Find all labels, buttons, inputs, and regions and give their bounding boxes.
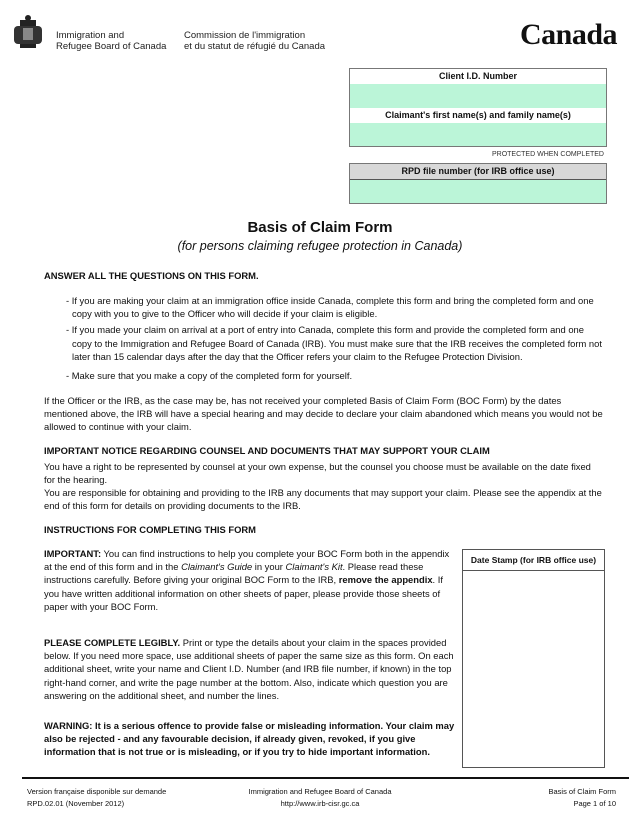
form-number: RPD.02.01 (November 2012)	[27, 799, 125, 808]
rpd-box	[349, 163, 607, 204]
claimant-name-field[interactable]	[350, 123, 606, 146]
client-id-field[interactable]	[350, 84, 606, 108]
irb-website-link[interactable]: http://www.irb-cisr.gc.ca	[280, 799, 360, 808]
instructions-heading: INSTRUCTIONS FOR COMPLETING THIS FORM	[44, 524, 256, 535]
date-stamp-box	[462, 549, 605, 768]
abandonment-paragraph: If the Officer or the IRB, as the case may be, has not received your completed Basis of Claim Form (BOC Form) by the dates mentioned above, the IRB will have a special hearing and may decide to declare your claim abandoned which means you would not be allowed to continue with your claim.	[44, 395, 603, 433]
list-item: - If you made your claim on arrival at a port of entry into Canada, complete this form and provide the completed form and one copy to the Immigration and Refugee Board of Canada (IRB). You must make sure that the IRB receives the completed form not later than 15 calendar days after the day that the Officer refers your claim to the Refugee Protection Division.	[66, 324, 602, 362]
text: remove the appendix	[338, 574, 433, 586]
important-lead: IMPORTANT:	[44, 548, 102, 559]
instructions-list	[66, 294, 604, 382]
claimant-name-label: Claimant's first name(s) and family name(s)	[385, 110, 571, 120]
footer-right	[548, 786, 616, 810]
list-item: - Make sure that you make a copy of the completed form for yourself.	[66, 370, 353, 382]
dept-name-fr	[184, 30, 325, 52]
list-item: - If you are making your claim at an immigration office inside Canada, complete this form and bring the completed form and one copy with you to give to the Officer who will decide if your claim is eligible.	[66, 295, 594, 320]
page-number: Page 1 of 10	[573, 799, 616, 808]
footer-center	[200, 786, 440, 810]
rpd-file-field[interactable]	[350, 180, 606, 203]
page-title: Basis of Claim Form	[247, 219, 393, 236]
text: . Please read these instructions carefully. Before giving your original BOC Form to the IRB,	[44, 561, 424, 586]
canada-wordmark: Canada	[520, 18, 618, 51]
notice-heading: IMPORTANT NOTICE REGARDING COUNSEL AND DOCUMENTS THAT MAY SUPPORT YOUR CLAIM	[44, 445, 490, 456]
footer-text: Immigration and Refugee Board of Canada	[248, 787, 392, 796]
text: Claimant's Guide	[181, 561, 253, 573]
warning-paragraph: WARNING: It is a serious offence to provide false or misleading information. Your claim may also be rejected - and any favourable decision, if already given, revoked, if you give information that is not true or is misleading, or if you try to hide important information.	[44, 720, 455, 758]
page-subtitle: (for persons claiming refugee protection in Canada)	[177, 239, 463, 253]
dept-fr-line: et du statut de réfugié du Canada	[184, 41, 326, 52]
dept-en-line: Refugee Board of Canada	[56, 41, 167, 52]
dept-name-en	[56, 30, 166, 52]
footer-text: Version française disponible sur demande	[27, 787, 167, 796]
footer-text: Basis of Claim Form	[548, 787, 616, 796]
dept-en-line: Immigration and	[56, 30, 125, 41]
legibly-paragraph	[44, 636, 458, 702]
dept-fr-line: Commission de l'immigration	[184, 30, 306, 41]
claimant-id-box	[349, 68, 607, 147]
legibly-lead: PLEASE COMPLETE LEGIBLY.	[44, 637, 181, 648]
documents-paragraph: You are responsible for obtaining and providing to the IRB any documents that may support your claim. Please see the appendix at the end of this form for details on providing documents to the IRB.	[44, 487, 602, 512]
coat-of-arms-logo	[12, 14, 44, 54]
rpd-label: RPD file number (for IRB office use)	[350, 164, 606, 180]
text: Print or type the details about your claim in the spaces provided below. If you need more space, use additional sheets of paper the same size as this form. On each additional sheet, write your name and Client I.D. Number (and IRB file number, if known) in the top right-hand corner, and write the page number at the bottom. Also, indicate which question you are answering on the additional sheet, and number the lines.	[44, 637, 454, 701]
client-id-label: Client I.D. Number	[438, 71, 517, 81]
footer-divider	[22, 777, 629, 779]
protected-notice: PROTECTED WHEN COMPLETED	[491, 151, 604, 158]
answer-all-heading: ANSWER ALL THE QUESTIONS ON THIS FORM.	[44, 270, 259, 281]
text: in your	[252, 561, 286, 573]
text: . If you have written additional information on other sheets of paper, please provide those sheets of paper with your BOC Form.	[44, 574, 443, 612]
important-paragraph	[44, 547, 456, 613]
date-stamp-label: Date Stamp (for IRB office use)	[463, 550, 604, 571]
text: You can find instructions to help you complete your BOC Form both in the appendix at the end of this form and in the	[44, 548, 450, 573]
footer-left	[27, 786, 166, 810]
text: Claimant's Kit	[285, 561, 343, 573]
counsel-paragraph: You have a right to be represented by counsel at your own expense, but the counsel you choose must be available on the date fixed for the hearing.	[44, 461, 591, 486]
